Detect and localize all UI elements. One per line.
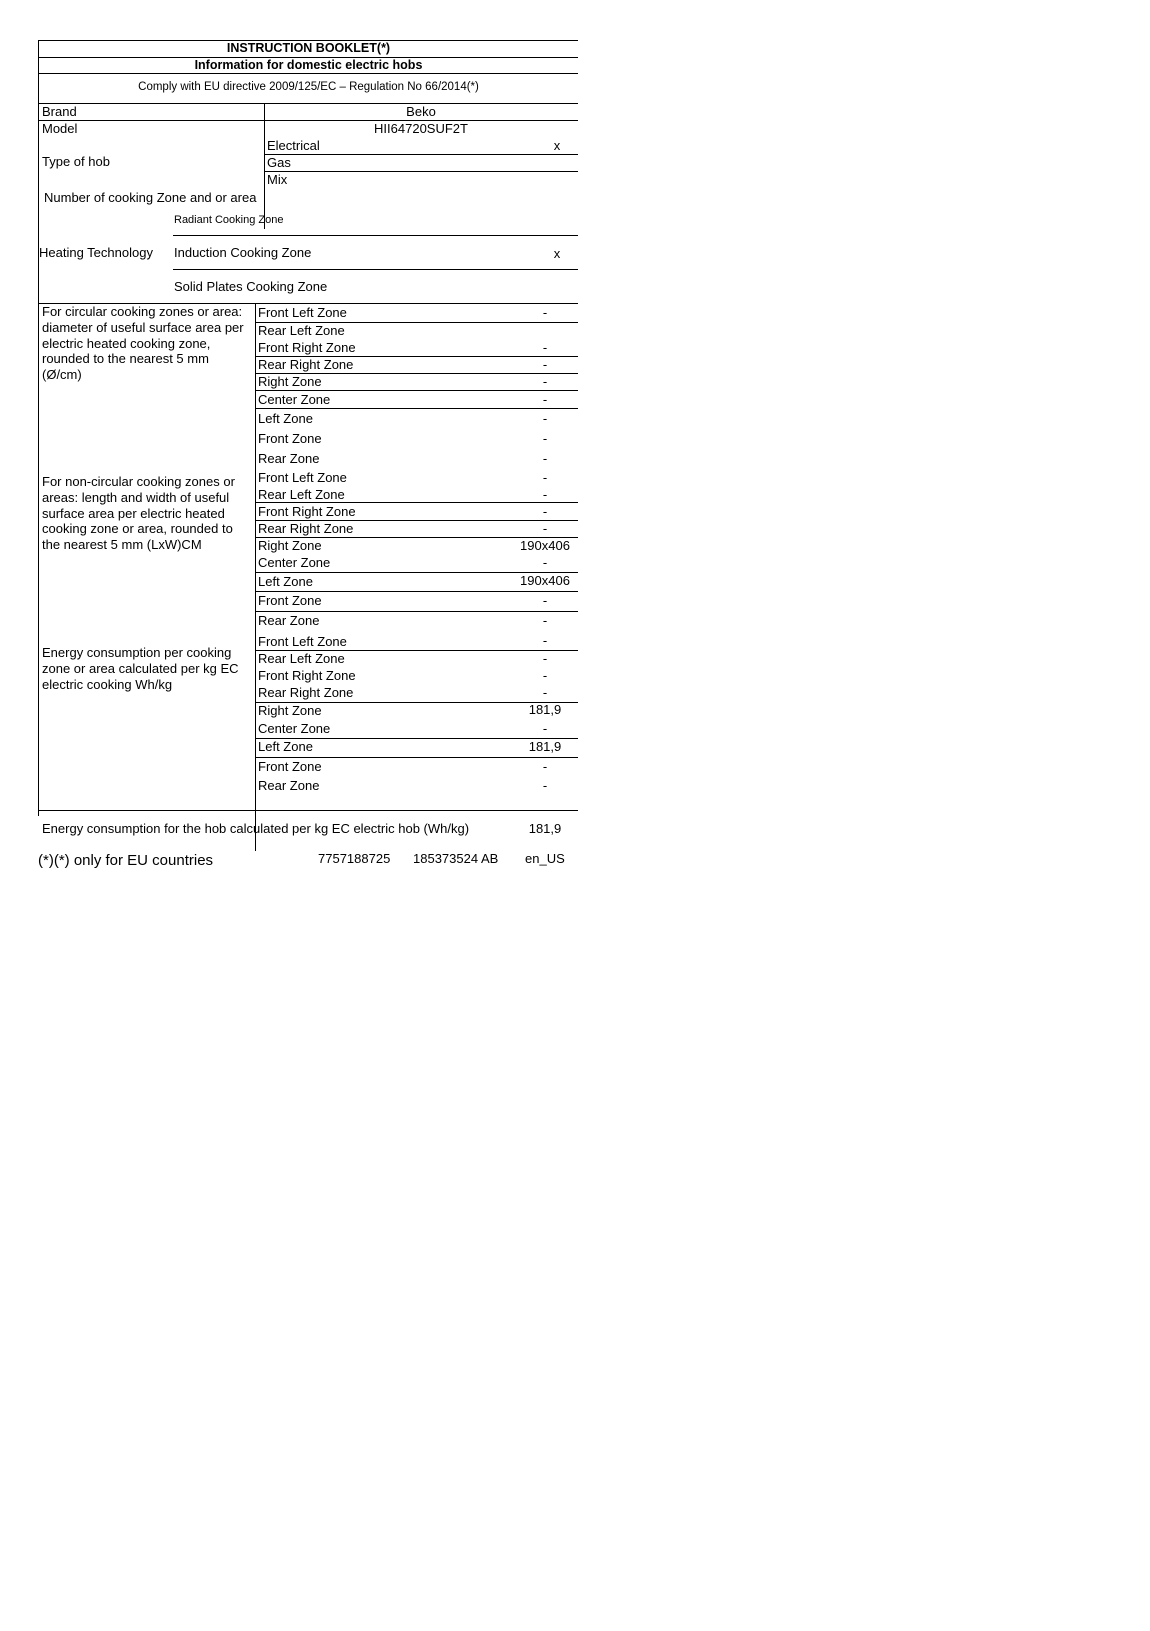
document-code: 7757188725 xyxy=(318,851,391,866)
non-circular-zone-center-value: - xyxy=(542,555,548,570)
circular-zone-front-right-value: - xyxy=(542,340,548,355)
non-circular-zone-rear-right: Rear Right Zone xyxy=(258,521,354,536)
energy-zone-front: Front Zone xyxy=(258,759,322,774)
energy-zone-left: Left Zone xyxy=(258,739,313,754)
energy-zone-right-value: 181,9 xyxy=(528,702,562,717)
circular-zone-front-right: Front Right Zone xyxy=(258,340,356,355)
non-circular-zone-right: Right Zone xyxy=(258,538,322,553)
circular-zone-rear-left: Rear Left Zone xyxy=(258,323,345,338)
circular-zone-rear-value: - xyxy=(542,451,548,466)
circular-zone-left-value: - xyxy=(542,411,548,426)
non-circular-zone-front-value: - xyxy=(542,593,548,608)
hob-type-electrical-mark: x xyxy=(553,138,561,153)
energy-zone-center-value: - xyxy=(542,721,548,736)
energy-zone-center: Center Zone xyxy=(258,721,331,736)
circular-zone-rear-right: Rear Right Zone xyxy=(258,357,354,372)
circular-zone-center: Center Zone xyxy=(258,392,331,407)
circular-zones-label: For circular cooking zones or area: diameter of useful surface area per electric heated cooking zone, rounded to the nearest 5 mm (Ø/cm) xyxy=(42,304,244,383)
non-circular-zone-front: Front Zone xyxy=(258,593,322,608)
energy-zone-front-left: Front Left Zone xyxy=(258,634,347,649)
circular-zone-front: Front Zone xyxy=(258,431,322,446)
induction-cooking-zone: Induction Cooking Zone xyxy=(174,245,312,260)
model-label: Model xyxy=(42,121,78,136)
directive-text: Comply with EU directive 2009/125/EC – Regulation No 66/2014(*) xyxy=(138,81,479,93)
document-revision-code: 185373524 AB xyxy=(413,851,499,866)
non-circular-zone-rear-left-value: - xyxy=(542,487,548,502)
solid-plates-cooking-zone: Solid Plates Cooking Zone xyxy=(174,279,328,294)
brand-label: Brand xyxy=(42,104,77,119)
non-circular-zone-front-right: Front Right Zone xyxy=(258,504,356,519)
circular-zone-right: Right Zone xyxy=(258,374,322,389)
energy-per-zone-label: Energy consumption per cooking zone or area calculated per kg EC electric cooking Wh/kg xyxy=(42,645,239,692)
non-circular-zone-right-value: 190x406 xyxy=(520,538,570,553)
energy-zone-rear-right: Rear Right Zone xyxy=(258,685,354,700)
circular-zone-left: Left Zone xyxy=(258,411,313,426)
hob-type-mix: Mix xyxy=(267,172,288,187)
hob-type-gas: Gas xyxy=(267,155,291,170)
non-circular-zone-front-right-value: - xyxy=(542,504,548,519)
booklet-subtitle: Information for domestic electric hobs xyxy=(194,58,423,72)
energy-zone-rear-right-value: - xyxy=(542,685,548,700)
non-circular-zone-left-value: 190x406 xyxy=(520,573,570,588)
non-circular-zone-rear-left: Rear Left Zone xyxy=(258,487,345,502)
energy-zone-front-right-value: - xyxy=(542,668,548,683)
non-circular-zone-rear: Rear Zone xyxy=(258,613,320,628)
model-value: HII64720SUF2T xyxy=(374,121,468,136)
circular-zone-front-left-value: - xyxy=(542,305,548,320)
energy-zone-right: Right Zone xyxy=(258,703,322,718)
type-of-hob-label: Type of hob xyxy=(42,154,110,169)
instruction-booklet xyxy=(38,40,578,836)
booklet-title: INSTRUCTION BOOKLET(*) xyxy=(226,41,391,55)
circular-zone-rear: Rear Zone xyxy=(258,451,320,466)
non-circular-zone-rear-value: - xyxy=(542,613,548,628)
energy-zone-rear-left-value: - xyxy=(542,651,548,666)
heating-technology-label: Heating Technology xyxy=(39,245,153,260)
non-circular-zone-front-left-value: - xyxy=(542,470,548,485)
eu-footnote: (*)(*) only for EU countries xyxy=(38,852,214,869)
non-circular-zone-left: Left Zone xyxy=(258,574,313,589)
hob-type-electrical: Electrical xyxy=(267,138,320,153)
energy-zone-front-value: - xyxy=(542,759,548,774)
locale-code: en_US xyxy=(525,851,565,866)
cooking-zone-count-label: Number of cooking Zone and or area xyxy=(44,190,257,205)
energy-zone-front-right: Front Right Zone xyxy=(258,668,356,683)
energy-zone-front-left-value: - xyxy=(542,633,548,648)
energy-hob-label: Energy consumption for the hob calculated per kg EC electric hob (Wh/kg) xyxy=(42,821,470,836)
circular-zone-front-value: - xyxy=(542,431,548,446)
induction-cooking-zone-mark: x xyxy=(553,246,561,261)
non-circular-zone-rear-right-value: - xyxy=(542,521,548,536)
non-circular-zone-center: Center Zone xyxy=(258,555,331,570)
non-circular-zone-front-left: Front Left Zone xyxy=(258,470,347,485)
energy-zone-rear: Rear Zone xyxy=(258,778,320,793)
brand-value: Beko xyxy=(406,104,436,119)
radiant-cooking-zone: Radiant Cooking Zone xyxy=(174,214,284,226)
circular-zone-front-left: Front Left Zone xyxy=(258,305,347,320)
circular-zone-center-value: - xyxy=(542,392,548,407)
energy-zone-left-value: 181,9 xyxy=(528,739,562,754)
circular-zone-rear-right-value: - xyxy=(542,357,548,372)
energy-zone-rear-value: - xyxy=(542,778,548,793)
energy-hob-value: 181,9 xyxy=(528,821,562,836)
energy-zone-rear-left: Rear Left Zone xyxy=(258,651,345,666)
non-circular-zones-label: For non-circular cooking zones or areas: length and width of useful surface area per electric heated cooking zone or area, rounded to the nearest 5 mm (LxW)CM xyxy=(42,474,235,553)
circular-zone-right-value: - xyxy=(542,374,548,389)
